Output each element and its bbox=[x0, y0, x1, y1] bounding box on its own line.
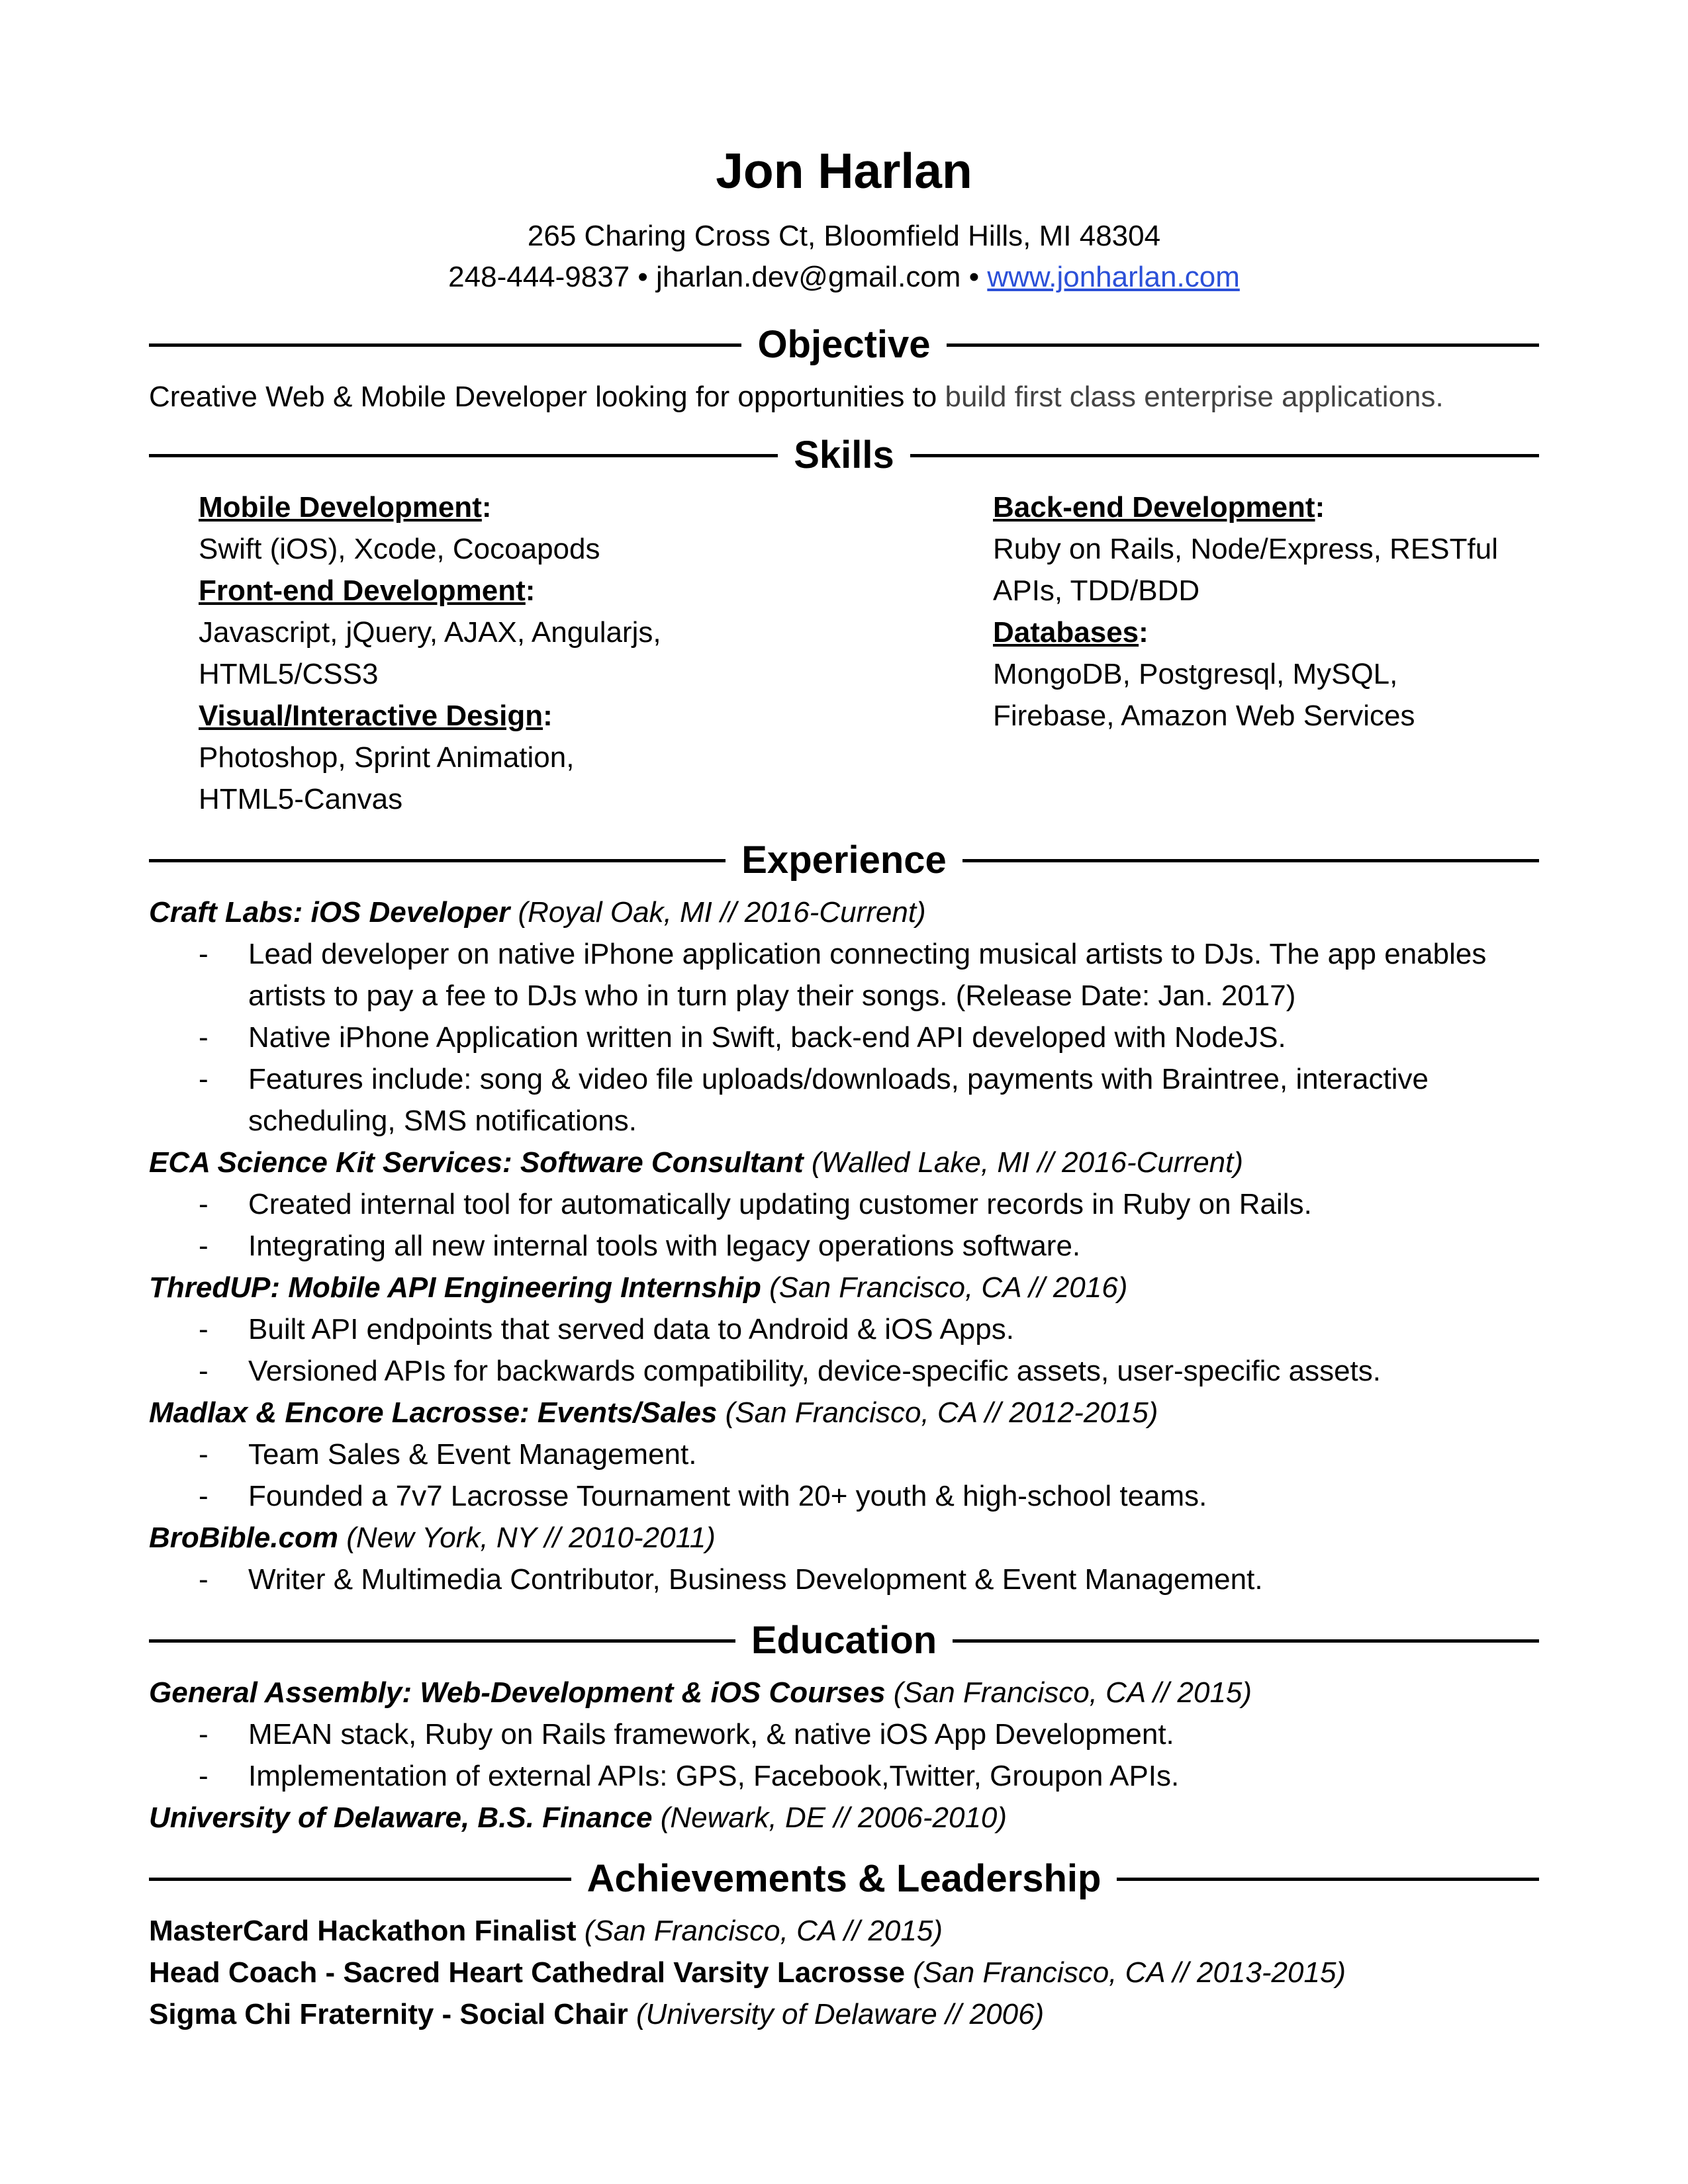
entry-title-row bbox=[149, 891, 1539, 933]
heading-rule-left bbox=[149, 1639, 735, 1643]
bullet-item bbox=[149, 1433, 1539, 1475]
entry-title: Craft Labs: iOS Developer bbox=[149, 896, 510, 929]
website-link[interactable]: www.jonharlan.com bbox=[987, 261, 1240, 293]
heading-rule-right bbox=[1117, 1878, 1539, 1881]
bullet-text: Native iPhone Application written in Swift, back-end API developed with NodeJS. bbox=[248, 1021, 1286, 1054]
entry-location: (Walled Lake, MI // 2016-Current) bbox=[811, 1146, 1244, 1179]
entry-location: (San Francisco, CA // 2015) bbox=[584, 1915, 943, 1947]
skill-group-title-text: Front-end Development bbox=[199, 574, 526, 607]
bullet-dash-icon: - bbox=[199, 1021, 209, 1054]
bullet-dash-icon: - bbox=[199, 1718, 209, 1751]
entry-title-row bbox=[149, 1517, 1539, 1559]
bullet-item bbox=[149, 1350, 1539, 1392]
skill-group-title bbox=[199, 695, 993, 737]
objective-text-secondary: build first class enterprise applications. bbox=[945, 381, 1444, 413]
bullet-item bbox=[149, 1559, 1539, 1600]
heading-rule-left bbox=[149, 343, 741, 347]
entry-location: (San Francisco, CA // 2013-2015) bbox=[913, 1956, 1346, 1989]
skills-heading-label: Skills bbox=[794, 433, 894, 477]
skill-item-line: Javascript, jQuery, AJAX, Angularjs, bbox=[199, 616, 661, 649]
entry-location: (New York, NY // 2010-2011) bbox=[346, 1522, 716, 1554]
skill-group-title-colon: : bbox=[1315, 491, 1325, 523]
bullet-text: Integrating all new internal tools with legacy operations software. bbox=[248, 1230, 1081, 1262]
person-name: Jon Harlan bbox=[716, 143, 972, 199]
entry-location: (San Francisco, CA // 2016) bbox=[769, 1271, 1128, 1304]
experience-section-heading bbox=[149, 836, 1539, 885]
bullet-item bbox=[149, 933, 1539, 1017]
bullet-text: MEAN stack, Ruby on Rails framework, & native iOS App Development. bbox=[248, 1718, 1174, 1751]
skill-item-line: Ruby on Rails, Node/Express, RESTful bbox=[993, 533, 1498, 565]
entry-title: ThredUP: Mobile API Engineering Internship bbox=[149, 1271, 761, 1304]
education-heading-label: Education bbox=[751, 1619, 937, 1662]
skills-columns bbox=[149, 486, 1539, 820]
entry-title: Madlax & Encore Lacrosse: Events/Sales bbox=[149, 1396, 718, 1429]
objective-heading-label: Objective bbox=[757, 323, 931, 366]
entry-title-row bbox=[149, 1267, 1539, 1308]
bullet-item bbox=[149, 1058, 1539, 1142]
entry-location: (University of Delaware // 2006) bbox=[635, 1998, 1045, 2030]
achievements-entries bbox=[149, 1910, 1539, 2035]
heading-rule-left bbox=[149, 454, 778, 457]
bullet-dash-icon: - bbox=[199, 1480, 209, 1512]
entry-title: General Assembly: Web-Development & iOS Courses bbox=[149, 1676, 886, 1709]
skill-group-title bbox=[993, 486, 1539, 528]
skill-group-title bbox=[993, 612, 1539, 653]
skills-section-heading bbox=[149, 431, 1539, 480]
entry-title: ECA Science Kit Services: Software Consultant bbox=[149, 1146, 804, 1179]
education-section-heading bbox=[149, 1616, 1539, 1665]
experience-heading-label: Experience bbox=[741, 839, 947, 882]
entry-title: University of Delaware, B.S. Finance bbox=[149, 1801, 653, 1834]
objective-section-heading bbox=[149, 320, 1539, 369]
heading-rule-right bbox=[910, 454, 1539, 457]
bullet-text: Lead developer on native iPhone application connecting musical artists to DJs. The app enables artists to pay a fee to DJs who in turn play their songs. (Release Date: Jan. 2017) bbox=[248, 938, 1487, 1012]
bullet-dash-icon: - bbox=[199, 1188, 209, 1220]
entry-location: (San Francisco, CA // 2015) bbox=[893, 1676, 1252, 1709]
bullet-dash-icon: - bbox=[199, 1438, 209, 1471]
skill-item-line: Swift (iOS), Xcode, Cocoapods bbox=[199, 533, 600, 565]
skill-group-title-colon: : bbox=[481, 491, 492, 523]
bullet-text: Implementation of external APIs: GPS, Facebook,Twitter, Groupon APIs. bbox=[248, 1760, 1180, 1792]
education-entries bbox=[149, 1672, 1539, 1839]
heading-rule-left bbox=[149, 859, 726, 862]
skill-group-title-text: Visual/Interactive Design bbox=[199, 700, 543, 732]
skills-column-1 bbox=[199, 486, 993, 820]
phone-number: 248-444-9837 bbox=[448, 261, 630, 293]
bullet-item bbox=[149, 1475, 1539, 1517]
bullet-dash-icon: - bbox=[199, 1063, 209, 1095]
heading-rule-left bbox=[149, 1878, 571, 1881]
address-line: 265 Charing Cross Ct, Bloomfield Hills, MI 48304 bbox=[527, 220, 1161, 252]
achievements-section-heading bbox=[149, 1854, 1539, 1903]
skill-group-title-colon: : bbox=[1139, 616, 1149, 649]
achievements-heading-label: Achievements & Leadership bbox=[586, 1857, 1102, 1900]
entry-title-row bbox=[149, 1910, 1539, 1952]
bullet-dash-icon: - bbox=[199, 938, 209, 970]
heading-rule-right bbox=[947, 343, 1539, 347]
skill-item-line: Firebase, Amazon Web Services bbox=[993, 700, 1415, 732]
contact-separator-icon: • bbox=[968, 261, 980, 293]
entry-title: Sigma Chi Fraternity - Social Chair bbox=[149, 1998, 628, 2030]
entry-location: (Newark, DE // 2006-2010) bbox=[660, 1801, 1008, 1834]
entry-title-row bbox=[149, 1952, 1539, 1993]
bullet-text: Writer & Multimedia Contributor, Business Development & Event Management. bbox=[248, 1563, 1263, 1596]
skill-group-title-colon: : bbox=[543, 700, 553, 732]
bullet-dash-icon: - bbox=[199, 1355, 209, 1387]
email-address: jharlan.dev@gmail.com bbox=[656, 261, 961, 293]
skill-item-line: HTML5/CSS3 bbox=[199, 658, 379, 690]
skill-item-line: Photoshop, Sprint Animation, bbox=[199, 741, 575, 774]
bullet-text: Built API endpoints that served data to Android & iOS Apps. bbox=[248, 1313, 1014, 1345]
bullet-dash-icon: - bbox=[199, 1230, 209, 1262]
entry-title: MasterCard Hackathon Finalist bbox=[149, 1915, 577, 1947]
skill-group-title-text: Back-end Development bbox=[993, 491, 1315, 523]
objective-text bbox=[149, 376, 1539, 418]
bullet-dash-icon: - bbox=[199, 1563, 209, 1596]
heading-rule-right bbox=[953, 1639, 1539, 1643]
bullet-dash-icon: - bbox=[199, 1760, 209, 1792]
entry-location: (San Francisco, CA // 2012-2015) bbox=[725, 1396, 1158, 1429]
bullet-item bbox=[149, 1017, 1539, 1058]
bullet-text: Founded a 7v7 Lacrosse Tournament with 20+ youth & high-school teams. bbox=[248, 1480, 1207, 1512]
bullet-item bbox=[149, 1755, 1539, 1797]
entry-location: (Royal Oak, MI // 2016-Current) bbox=[518, 896, 926, 929]
entry-title-row bbox=[149, 1142, 1539, 1183]
entry-title-row bbox=[149, 1672, 1539, 1713]
entry-title-row bbox=[149, 1797, 1539, 1839]
skill-group-title bbox=[199, 486, 993, 528]
skills-column-2 bbox=[993, 486, 1539, 820]
skill-group-title-text: Databases bbox=[993, 616, 1139, 649]
bullet-item bbox=[149, 1183, 1539, 1225]
entry-title: Head Coach - Sacred Heart Cathedral Varsity Lacrosse bbox=[149, 1956, 906, 1989]
bullet-text: Team Sales & Event Management. bbox=[248, 1438, 697, 1471]
skill-group-title bbox=[199, 570, 993, 612]
skill-item-line: MongoDB, Postgresql, MySQL, bbox=[993, 658, 1398, 690]
bullet-item bbox=[149, 1225, 1539, 1267]
bullet-dash-icon: - bbox=[199, 1313, 209, 1345]
bullet-item bbox=[149, 1713, 1539, 1755]
experience-entries bbox=[149, 891, 1539, 1600]
bullet-text: Versioned APIs for backwards compatibility, device-specific assets, user-specific assets. bbox=[248, 1355, 1381, 1387]
entry-title: BroBible.com bbox=[149, 1522, 339, 1554]
bullet-item bbox=[149, 1308, 1539, 1350]
contact-line bbox=[149, 257, 1539, 298]
skill-item-line: APIs, TDD/BDD bbox=[993, 574, 1200, 607]
objective-text-primary: Creative Web & Mobile Developer looking for opportunities to bbox=[149, 381, 945, 413]
contact-separator-icon: • bbox=[637, 261, 648, 293]
skill-group-title-text: Mobile Development bbox=[199, 491, 482, 523]
heading-rule-right bbox=[962, 859, 1539, 862]
bullet-text: Created internal tool for automatically updating customer records in Ruby on Rails. bbox=[248, 1188, 1312, 1220]
entry-title-row bbox=[149, 1993, 1539, 2035]
bullet-text: Features include: song & video file uploads/downloads, payments with Braintree, interactive scheduling, SMS notifications. bbox=[248, 1063, 1429, 1137]
skill-group-title-colon: : bbox=[525, 574, 536, 607]
entry-title-row bbox=[149, 1392, 1539, 1433]
skill-item-line: HTML5-Canvas bbox=[199, 783, 403, 815]
